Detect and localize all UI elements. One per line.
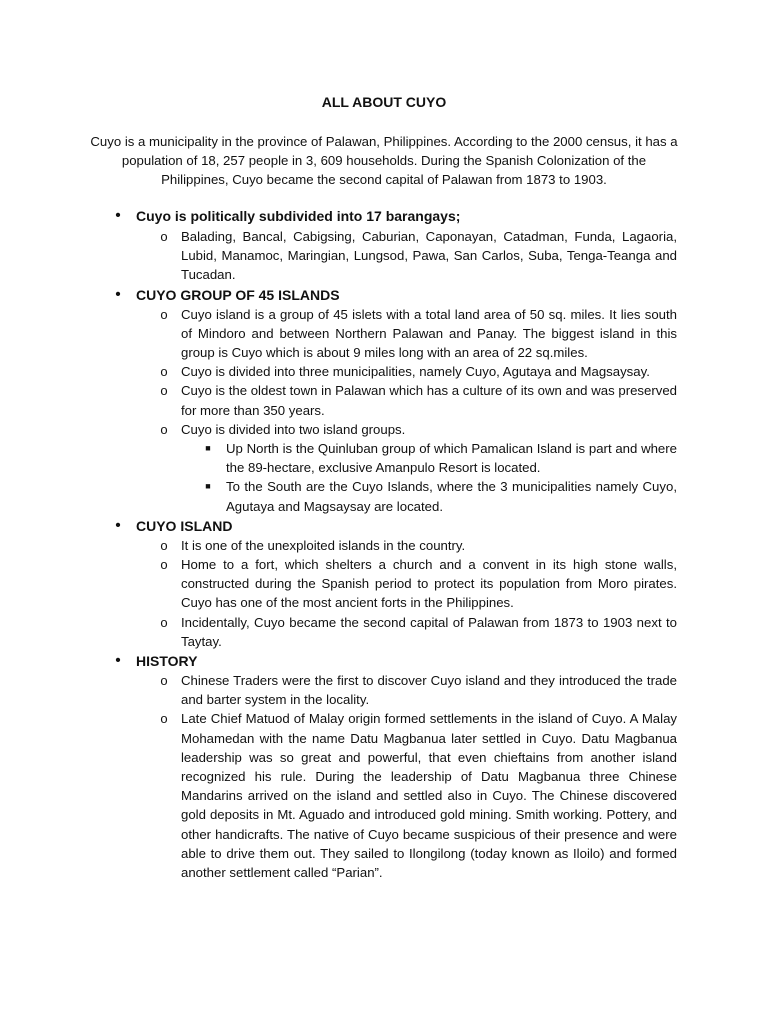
- list-item-text: Balading, Bancal, Cabigsing, Caburian, Caponayan, Catadman, Funda, Lagaoria, Lubid, Manamoc, Maringian, Lungsod, Pawa, San Carlos, Suba, Tenga-Teanga and Tucadan.: [181, 229, 677, 283]
- list-item-text: Cuyo is the oldest town in Palawan which has a culture of its own and was preserved for more than 350 years.: [181, 383, 677, 418]
- list-item: [0, 227, 677, 285]
- list-item: [0, 536, 677, 555]
- section-barangays: [0, 206, 768, 285]
- list-item-text: Late Chief Matuod of Malay origin formed settlements in the island of Cuyo. A Malay Mohamedan with the name Datu Magbanua later settled in Cuyo. Datu Magbanua leadership was so great and powerful, that even chieftains from another island recognized his rule. During the leadership of Datu Magbanua three Chinese Mandarins arrived on the island and settled also in Cuyo. The Chinese discovered gold deposits in Mt. Aguado and introduced gold mining. Smith working. Pottery, and other handicrafts. The native of Cuyo became suspicious of their presence and were able to drive them out. They sailed to Ilongilong (today known as Iloilo) and formed another settlement called “Parian”.: [181, 711, 677, 881]
- bullet-circle-icon: o: [160, 364, 168, 380]
- section-heading: [0, 206, 768, 226]
- list-item-text: Cuyo is divided into two island groups.: [181, 421, 406, 437]
- bullet-disc-icon: •: [115, 516, 121, 534]
- document-title: ALL ABOUT CUYO: [321, 94, 447, 110]
- list-item-text: Cuyo is divided into three municipalities, namely Cuyo, Agutaya and Magsaysay.: [181, 364, 650, 380]
- list-item: [0, 555, 677, 613]
- bullet-circle-icon: o: [160, 614, 168, 630]
- section-cuyo-island: [0, 516, 768, 651]
- bullet-disc-icon: •: [115, 285, 121, 303]
- bullet-circle-icon: o: [160, 557, 168, 573]
- sub-list-item-text: Up North is the Quinluban group of which Pamalican Island is part and where the 89-hectare, exclusive Amanpulo Resort is located.: [226, 441, 677, 476]
- list-item-text: It is one of the unexploited islands in the country.: [181, 537, 466, 553]
- list-item: [0, 362, 677, 381]
- bullet-circle-icon: o: [160, 711, 168, 727]
- section-heading: [0, 285, 768, 305]
- section-history: [0, 651, 768, 882]
- list-item-text: Chinese Traders were the first to discover Cuyo island and they introduced the trade and barter system in the locality.: [181, 673, 677, 708]
- section-heading-text: CUYO GROUP OF 45 ISLANDS: [136, 286, 340, 303]
- section-heading-text: HISTORY: [136, 653, 198, 670]
- list-item: [0, 613, 677, 651]
- bullet-circle-icon: o: [160, 421, 168, 437]
- sub-list-item-text: To the South are the Cuyo Islands, where the 3 municipalities namely Cuyo, Agutaya and Magsaysay are located.: [226, 479, 677, 514]
- list-item-text: Incidentally, Cuyo became the second capital of Palawan from 1873 to 1903 next to Taytay.: [181, 614, 677, 649]
- sub-list-item: [0, 439, 677, 477]
- section-heading-text: Cuyo is politically subdivided into 17 barangays;: [136, 208, 461, 224]
- section-heading: [0, 516, 768, 536]
- list-item-text: Cuyo island is a group of 45 islets with a total land area of 50 sq. miles. It lies south of Mindoro and between Northern Palawan and Panay. The biggest island in this group is Cuyo which is about 9 miles long with an area of 22 sq.miles.: [181, 306, 677, 361]
- list-item: [0, 671, 677, 709]
- list-item: [0, 381, 677, 419]
- list-item: [0, 709, 677, 882]
- list-item-text: Home to a fort, which shelters a church and a convent in its high stone walls, constructed during the Spanish period to protect its population from Moro pirates. Cuyo has one of the most ancient forts in the Philippines.: [181, 557, 677, 611]
- bullet-circle-icon: o: [160, 673, 168, 689]
- bullet-square-icon: ■: [205, 443, 211, 454]
- bullet-circle-icon: o: [160, 306, 168, 322]
- list-item: [0, 305, 677, 363]
- bullet-disc-icon: •: [115, 207, 121, 224]
- bullet-square-icon: ■: [205, 481, 211, 492]
- list-item: [0, 420, 677, 439]
- section-heading: [0, 651, 768, 671]
- intro-paragraph: Cuyo is a municipality in the province of Palawan, Philippines. According to the 2000 census, it has a population of 18, 257 people in 3, 609 households. During the Spanish Colonization of the Philippines, Cuyo became the second capital of Palawan from 1873 to 1903.: [90, 134, 678, 188]
- bullet-circle-icon: o: [160, 537, 168, 553]
- bullet-circle-icon: o: [160, 383, 168, 399]
- section-list: [0, 206, 768, 882]
- bullet-circle-icon: o: [160, 229, 168, 244]
- section-islands: [0, 285, 768, 516]
- section-heading-text: CUYO ISLAND: [136, 517, 233, 534]
- bullet-disc-icon: •: [115, 652, 121, 670]
- sub-list-item: [0, 477, 677, 515]
